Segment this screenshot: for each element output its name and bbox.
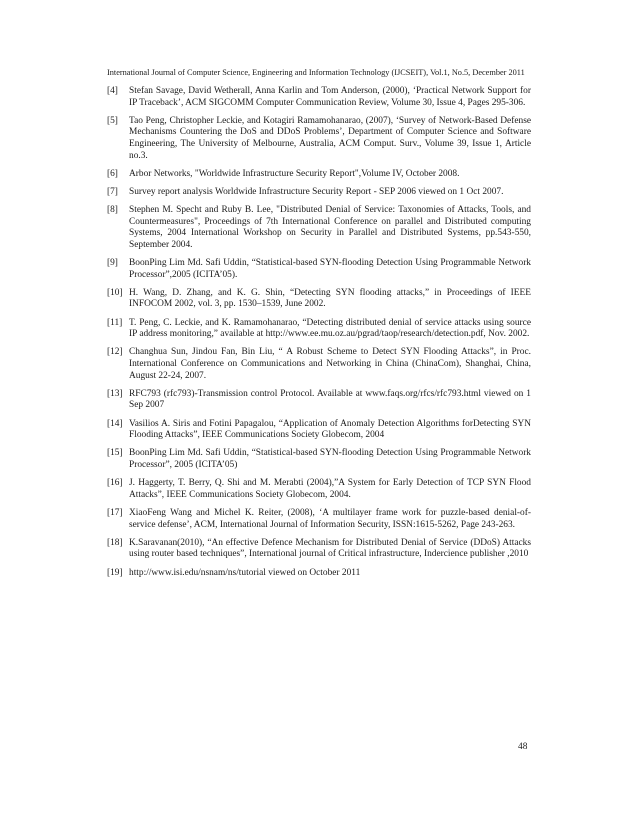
reference-text: J. Haggerty, T. Berry, Q. Shi and M. Merabti (2004),”A System for Early Detection of TCP SYN Flood Attacks”, IEEE Communications Society Globecom, 2004. xyxy=(129,478,531,500)
reference-text: K.Saravanan(2010), “An effective Defence Mechanism for Distributed Denial of Service (DDoS) Attacks using router based techniques”, International journal of Critical infrastructure, Indercience publisher ,2010 xyxy=(129,537,531,560)
reference-item xyxy=(107,508,531,531)
reference-text: Stefan Savage, David Wetherall, Anna Karlin and Tom Anderson, (2000), ‘Practical Network Support for IP Traceback’, ACM SIGCOMM Computer Communication Review, Volume 30, Issue 4, Pages 295-306. xyxy=(129,86,531,108)
reference-item xyxy=(107,318,531,341)
running-header: International Journal of Computer Science, Engineering and Information Technology (IJCSEIT), Vol.1, No.5, December 2011 xyxy=(107,68,525,77)
reference-number: [11] xyxy=(107,317,123,328)
reference-item xyxy=(107,538,531,561)
page-number: 48 xyxy=(518,742,528,752)
reference-number: [18] xyxy=(107,537,123,548)
reference-item xyxy=(107,419,531,442)
reference-text: BoonPing Lim Md. Safi Uddin, “Statistical-based SYN-flooding Detection Using Programmable Network Processor”,2005 (ICITA’05). xyxy=(129,258,531,280)
reference-text: T. Peng, C. Leckie, and K. Ramamohanarao, “Detecting distributed denial of service attacks using source IP address monitoring,” available at http://www.ee.mu.oz.au/pgrad/taop/research/detection.pdf, Nov. 2002. xyxy=(129,317,531,340)
reference-item xyxy=(107,389,531,412)
reference-item xyxy=(107,116,531,162)
reference-text: XiaoFeng Wang and Michel K. Reiter, (2008), ‘A multilayer frame work for puzzle-based denial-of-service defense’, ACM, International Journal of Information Security, ISSN:1615-5262, Page 243-263. xyxy=(129,507,531,530)
reference-number: [15] xyxy=(107,448,123,459)
reference-number: [17] xyxy=(107,507,123,518)
reference-number: [5] xyxy=(107,115,118,126)
reference-item xyxy=(107,568,531,580)
reference-item xyxy=(107,288,531,311)
reference-item xyxy=(107,169,531,181)
reference-text: H. Wang, D. Zhang, and K. G. Shin, “Detecting SYN flooding attacks,” in Proceedings of IEEE INFOCOM 2002, vol. 3, pp. 1530–1539, June 2002. xyxy=(129,287,531,310)
reference-text: Arbor Networks, "Worldwide Infrastructure Security Report",Volume IV, October 2008. xyxy=(129,168,460,179)
reference-list xyxy=(107,86,531,586)
reference-item xyxy=(107,86,531,109)
reference-item xyxy=(107,478,531,501)
reference-number: [4] xyxy=(107,86,118,96)
reference-text: Changhua Sun, Jindou Fan, Bin Liu, “ A Robust Scheme to Detect SYN Flooding Attacks”, in Proc. International Conference on Communications and Networking in China (ChinaCom), Shanghai, China, August 22-24, 2007. xyxy=(129,347,531,381)
reference-item xyxy=(107,205,531,251)
reference-text: Stephen M. Specht and Ruby B. Lee, "Distributed Denial of Service: Taxonomies of Attacks, Tools, and Countermeasures", Proceedings of 7th International Conference on parallel and Distributed computing Systems, 2004 International Workshop on Security in Parallel and Distributed Systems, pp.543-550, September 2004. xyxy=(129,205,531,250)
reference-text: BoonPing Lim Md. Safi Uddin, “Statistical-based SYN-flooding Detection Using Programmable Network Processor”, 2005 (ICITA’05) xyxy=(129,448,531,470)
reference-item xyxy=(107,187,531,199)
reference-number: [19] xyxy=(107,567,123,578)
reference-number: [6] xyxy=(107,168,118,179)
reference-text: Tao Peng, Christopher Leckie, and Kotagiri Ramamohanarao, (2007), ‘Survey of Network-Based Defense Mechanisms Countering the DoS and DDoS Problems’, Department of Computer Science and Software Engineering, The University of Melbourne, Australia, ACM Comput. Surv., Volume 39, Issue 1, Article no.3. xyxy=(129,115,531,161)
reference-text: Vasilios A. Siris and Fotini Papagalou, “Application of Anomaly Detection Algorithms forDetecting SYN Flooding Attacks”, IEEE Communications Society Globecom, 2004 xyxy=(129,418,531,441)
reference-text: http://www.isi.edu/nsnam/ns/tutorial viewed on October 2011 xyxy=(129,567,361,578)
reference-number: [9] xyxy=(107,258,118,269)
reference-number: [12] xyxy=(107,347,123,358)
reference-item xyxy=(107,448,531,471)
reference-number: [14] xyxy=(107,418,123,429)
reference-text: RFC793 (rfc793)-Transmission control Protocol. Available at www.faqs.org/rfcs/rfc793.html viewed on 1 Sep 2007 xyxy=(129,388,531,411)
reference-number: [8] xyxy=(107,205,118,216)
reference-number: [10] xyxy=(107,287,123,298)
reference-item xyxy=(107,258,531,281)
reference-number: [7] xyxy=(107,186,118,197)
reference-number: [13] xyxy=(107,388,123,399)
reference-item xyxy=(107,347,531,382)
reference-text: Survey report analysis Worldwide Infrastructure Security Report - SEP 2006 viewed on 1 Oct 2007. xyxy=(129,186,504,197)
reference-number: [16] xyxy=(107,478,123,489)
